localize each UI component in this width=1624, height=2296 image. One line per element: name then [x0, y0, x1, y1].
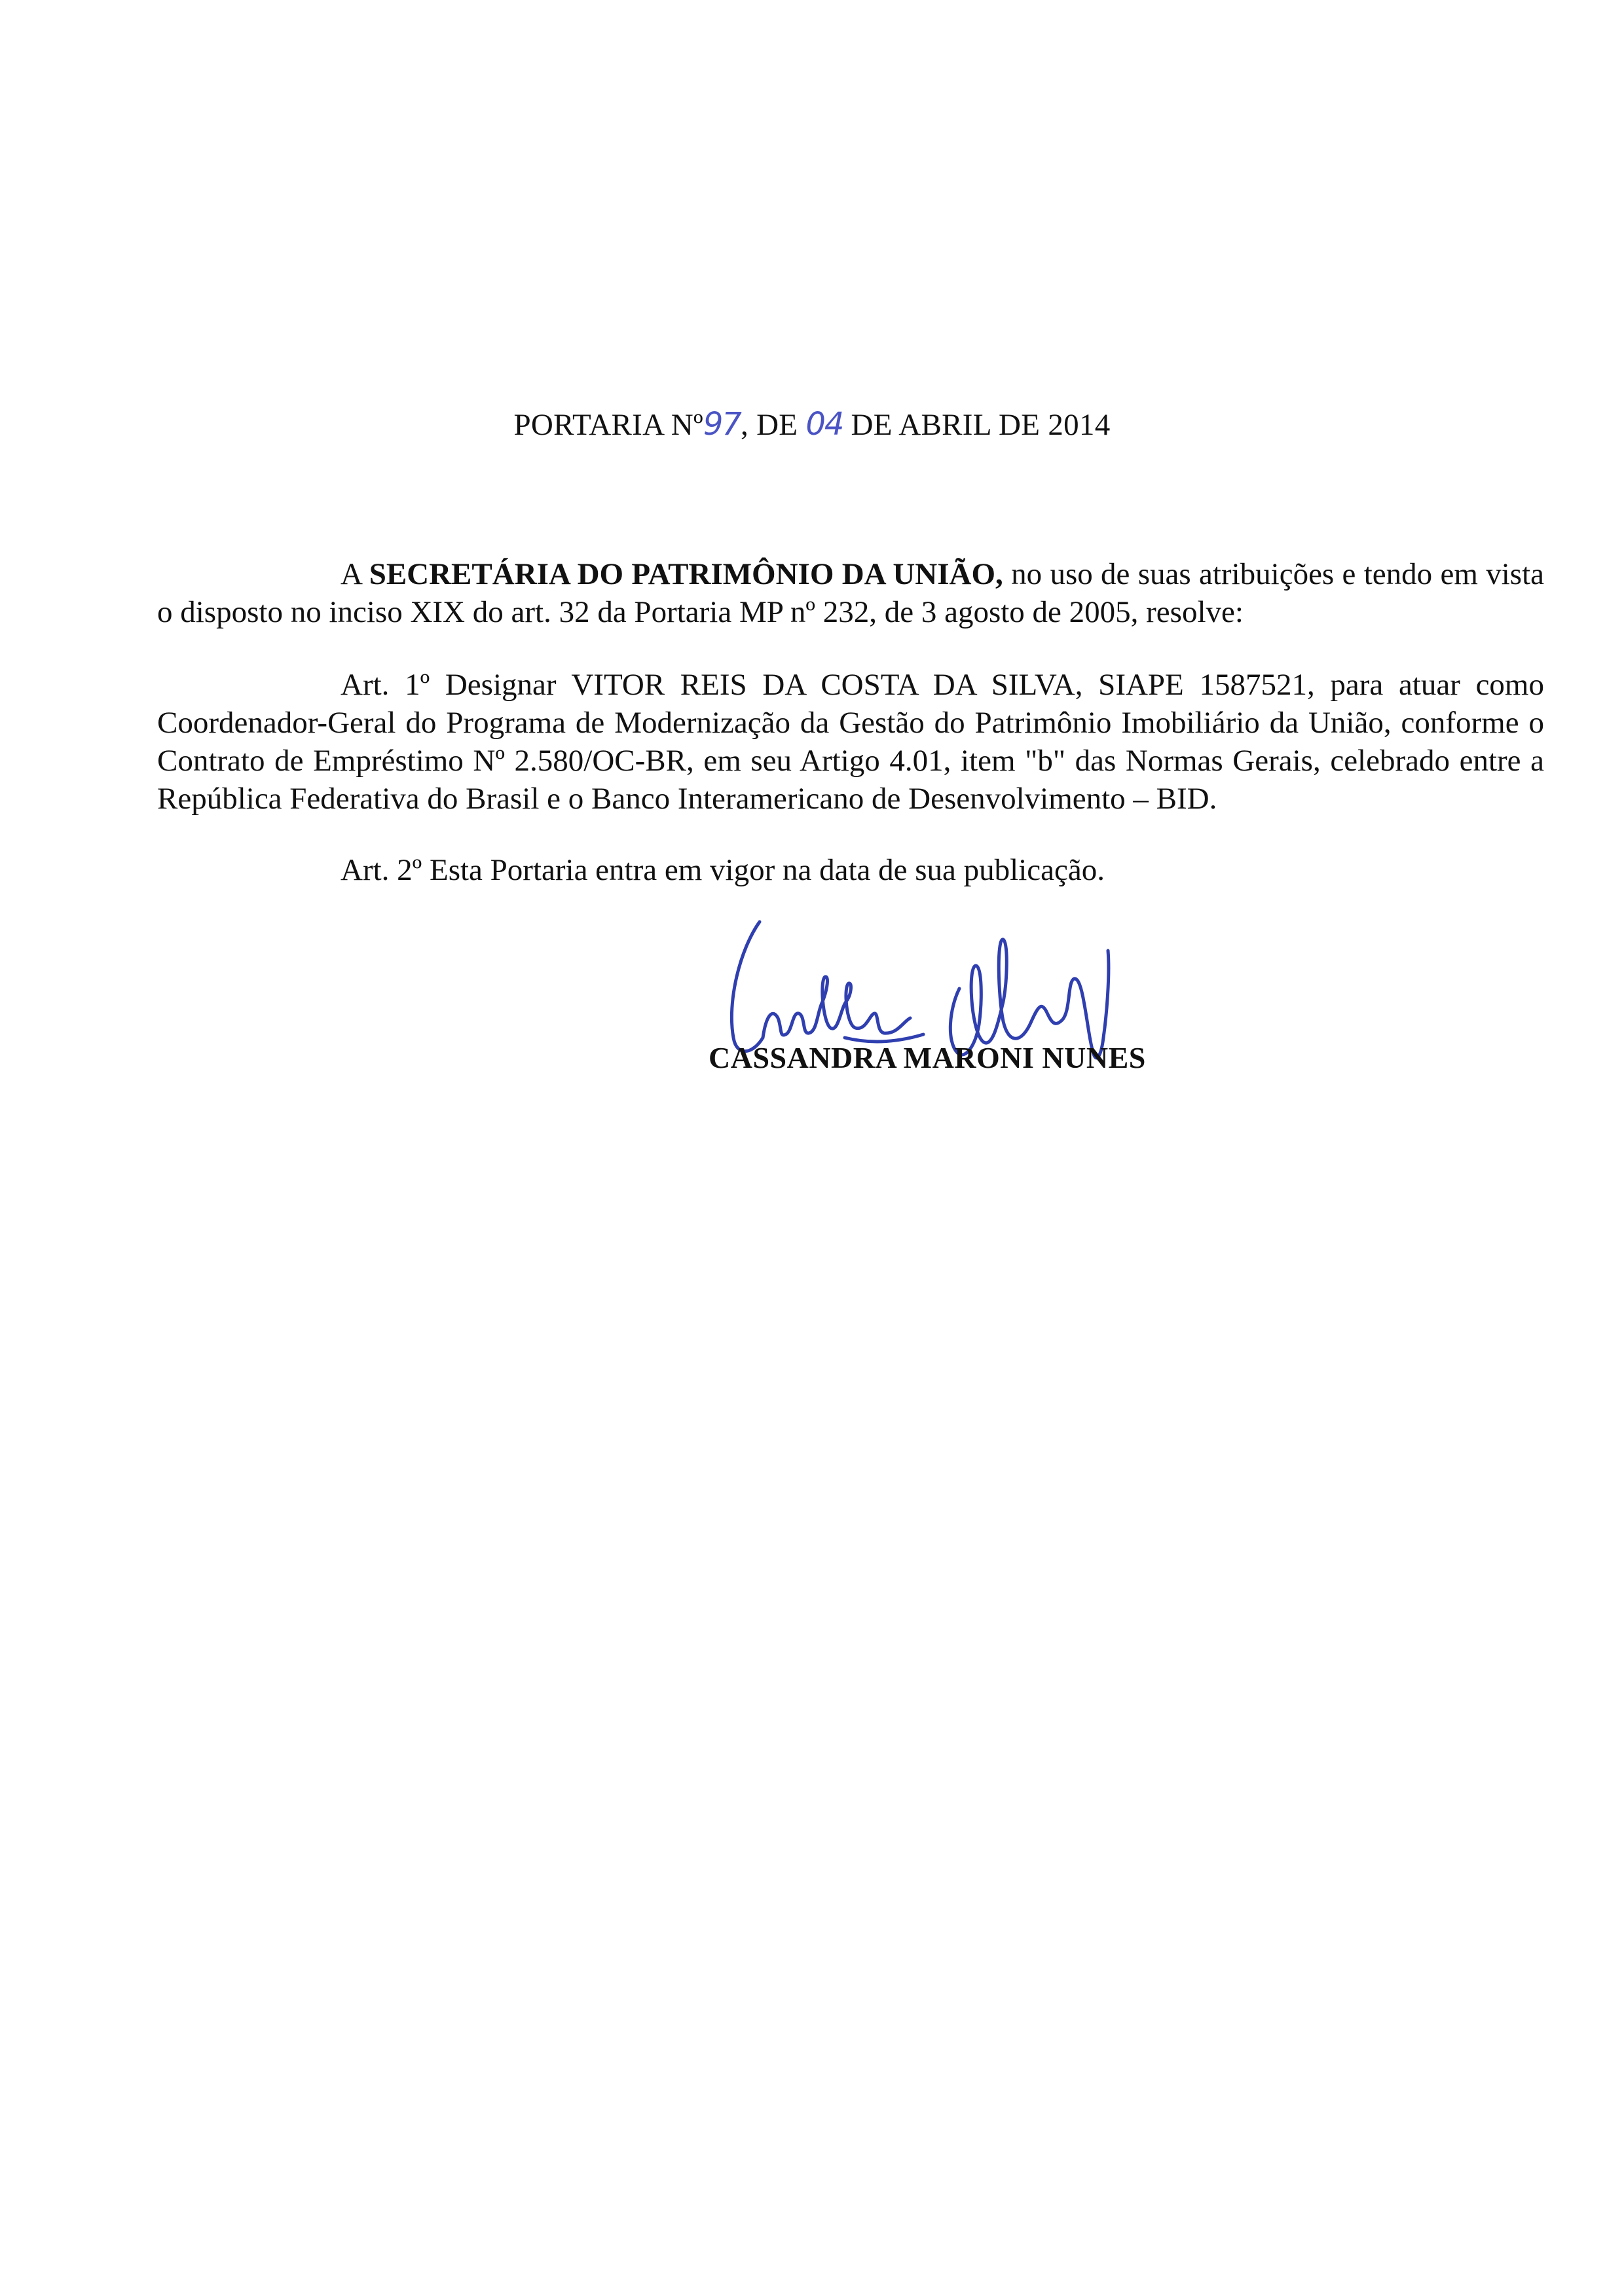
- preamble-authority: SECRETÁRIA DO PATRIMÔNIO DA UNIÃO,: [369, 557, 1003, 591]
- article-2-text: Esta Portaria entra em vigor na data de sua publicação.: [422, 853, 1105, 887]
- title-suffix: DE ABRIL DE 2014: [843, 408, 1111, 442]
- signer-name: CASSANDRA MARONI NUNES: [709, 1041, 1146, 1074]
- article-1-paragraph: [157, 666, 1544, 818]
- preamble-lead: A: [341, 557, 369, 591]
- preamble-paragraph: [157, 555, 1544, 631]
- handwritten-ordinance-number: 97: [703, 406, 741, 443]
- article-1-label: Art. 1º: [341, 668, 430, 702]
- handwritten-day: 04: [805, 406, 843, 443]
- title-prefix: PORTARIA Nº: [513, 408, 703, 442]
- article-2-label: Art. 2º: [341, 853, 422, 887]
- preamble-text: no uso de suas atribuições e tendo em vista o disposto no inciso XIX do art. 32 da Portaria MP nº 232, de 3 agosto de 2005, resolve:: [157, 557, 1544, 629]
- title-middle: , DE: [740, 408, 806, 442]
- article-1-text: Designar VITOR REIS DA COSTA DA SILVA, SIAPE 1587521, para atuar como Coordenador-Geral do Programa de Modernização da Gestão do Patrimônio Imobiliário da União, conforme o Contrato de Empréstimo Nº 2.580/OC-BR, em seu Artigo 4.01, item "b" das Normas Gerais, celebrado entre a República Federativa do Brasil e o Banco Interamericano de Desenvolvimento – BID.: [157, 668, 1544, 816]
- article-2-paragraph: [157, 851, 1544, 889]
- ordinance-title: [0, 405, 1624, 445]
